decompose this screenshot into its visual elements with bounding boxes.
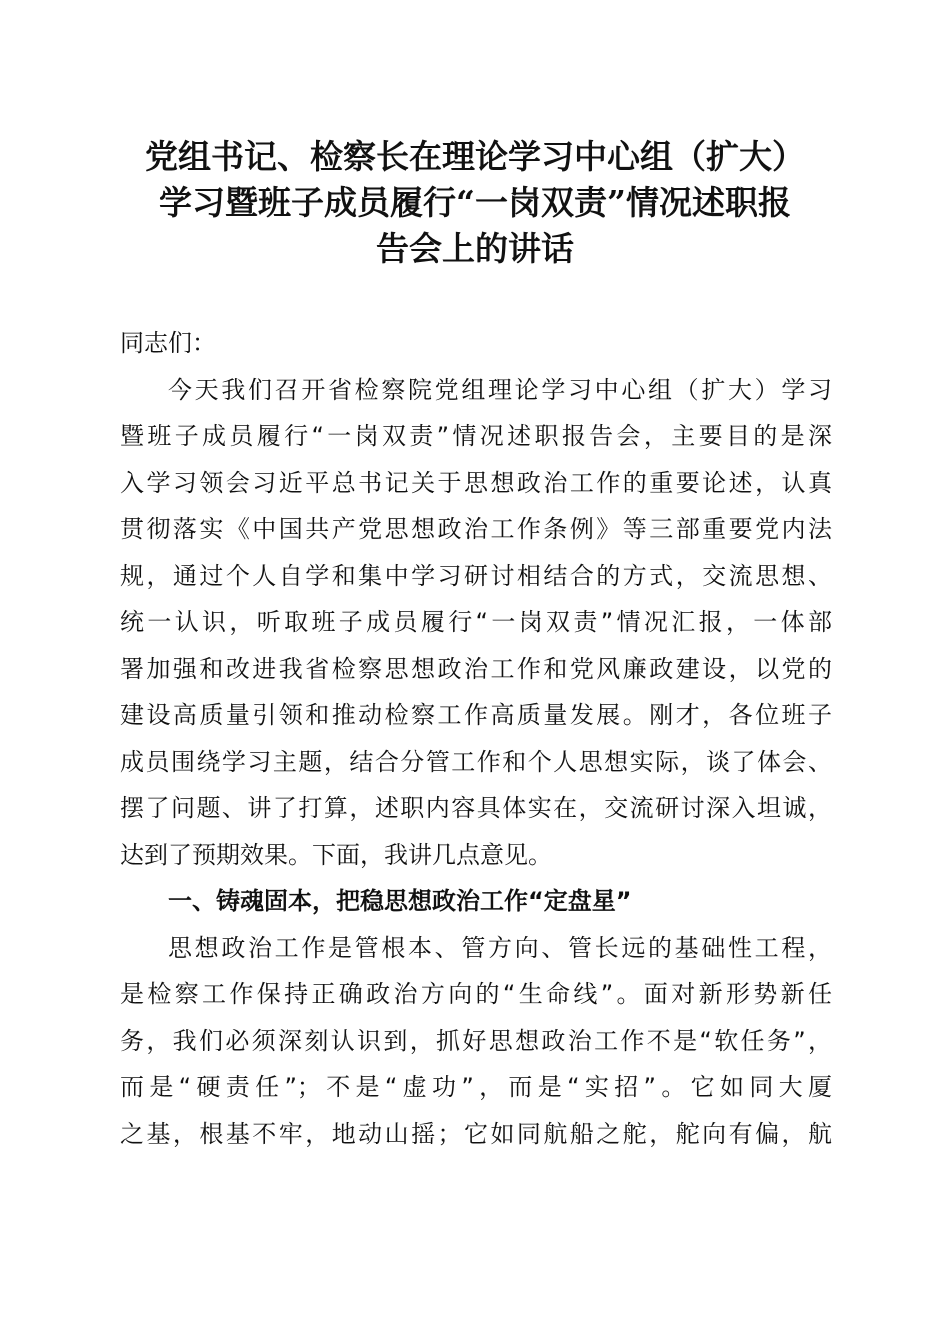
- greeting: 同志们：: [120, 329, 216, 357]
- paragraph-line: 贯彻落实《中国共产党思想政治工作条例》等三部重要党内法: [120, 515, 832, 543]
- paragraph-line: 达到了预期效果。下面，我讲几点意见。: [120, 840, 552, 869]
- title-line: 学习暨班子成员履行“一岗双责”情况述职报: [159, 183, 791, 222]
- paragraph-line: 署加强和改进我省检察思想政治工作和党风廉政建设，以党的: [120, 654, 832, 683]
- paragraph-line: 之基，根基不牢，地动山摇；它如同航船之舵，舵向有偏，航: [120, 1119, 832, 1148]
- paragraph-2: [120, 925, 832, 1158]
- paragraph-line: 入学习领会习近平总书记关于思想政治工作的重要论述，认真: [120, 468, 832, 497]
- paragraph-line: 暨班子成员履行“一岗双责”情况述职报告会，主要目的是深: [120, 422, 832, 450]
- document-body: [120, 320, 832, 1157]
- paragraph-line: 是检察工作保持正确政治方向的“生命线”。面对新形势新任: [120, 980, 832, 1008]
- paragraph-line: 统一认识，听取班子成员履行“一岗双责”情况汇报，一体部: [120, 608, 832, 636]
- paragraph-line: 而是“硬责任”；不是“虚功”，而是“实招”。它如同大厦: [120, 1073, 832, 1101]
- paragraph-line: 务，我们必须深刻认识到，抓好思想政治工作不是“软任务”，: [120, 1026, 832, 1055]
- paragraph-1: [120, 367, 832, 879]
- title-line: 告会上的讲话: [376, 229, 574, 268]
- section-heading: 一、铸魂固本，把稳思想政治工作“定盘星”: [168, 887, 632, 915]
- paragraph-line: 摆了问题、讲了打算，述职内容具体实在，交流研讨深入坦诚，: [120, 794, 832, 822]
- paragraph-line: 今天我们召开省检察院党组理论学习中心组（扩大）学习: [168, 375, 832, 404]
- paragraph-line: 思想政治工作是管根本、管方向、管长远的基础性工程，: [168, 933, 832, 962]
- title-line: 党组书记、检察长在理论学习中心组（扩大）: [145, 137, 805, 176]
- paragraph-line: 规，通过个人自学和集中学习研讨相结合的方式，交流思想、: [120, 561, 832, 590]
- paragraph-line: 建设高质量引领和推动检察工作高质量发展。刚才，各位班子: [120, 701, 832, 729]
- document-title: [110, 134, 840, 272]
- paragraph-line: 成员围绕学习主题，结合分管工作和个人思想实际，谈了体会、: [120, 747, 832, 776]
